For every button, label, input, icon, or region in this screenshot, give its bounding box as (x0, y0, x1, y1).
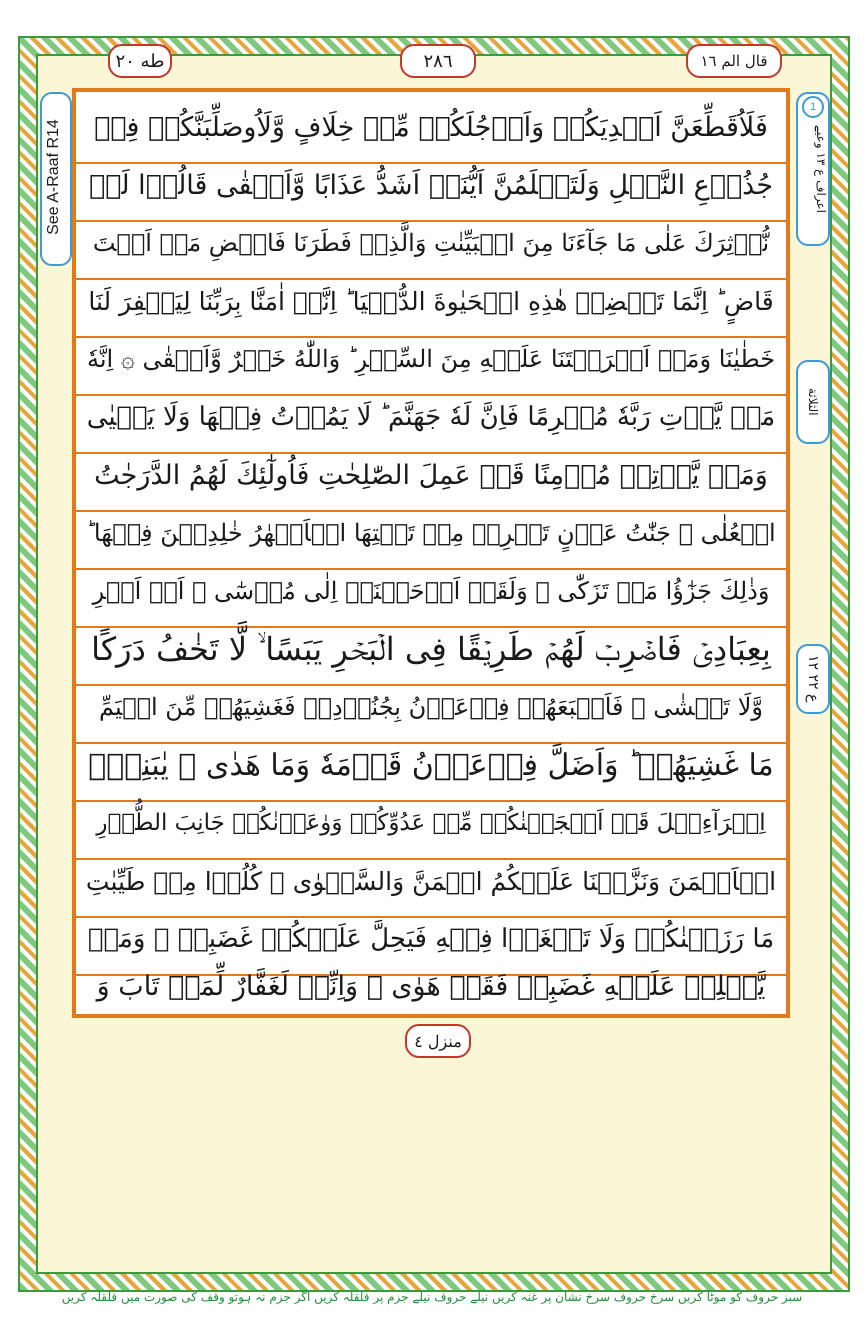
verse-line: خَطٰيٰنَا وَمَاۤ اَكۡرَهۡتَنَا عَلَيۡهِ مِنَ السِّحۡرِ ؕ وَاللّٰهُ خَيۡرٌ وَّاَبۡقٰى ۞ اِنَّهٗ (76, 324, 786, 396)
verse-line: قَاضٍ ؕ اِنَّمَا تَقۡضِىۡ هٰذِهِ الۡحَيٰوةَ الدُّنۡيَا ؕ اِنَّاۤ اٰمَنَّا بِرَبِّنَا لِيَغۡفِرَ لَنَا (76, 266, 786, 338)
verse-line: وَذٰلِكَ جَزٰٓؤُا مَنۡ تَزَكّٰى ۞ وَلَقَدۡ اَوۡحَيۡنَاۤ اِلٰى مُوۡسٰٓى ۙ اَنۡ اَسۡرِ (76, 556, 786, 628)
verse-line: جُذُوۡعِ النَّخۡلِ وَلَتَعۡلَمُنَّ اَيُّنَاۤ اَشَدُّ عَذَابًا وَّاَبۡقٰى قَالُوۡا لَنۡ (76, 150, 786, 222)
verse-line: مَنۡ يَّاۡتِ رَبَّهٗ مُجۡرِمًا فَاِنَّ لَهٗ جَهَنَّمَ ؕ لَا يَمُوۡتُ فِيۡهَا وَلَا يَحۡيٰى (76, 382, 786, 454)
verse-line: اِسۡرَآءِيۡلَ قَدۡ اَنۡجَيۡنٰكُمۡ مِّنۡ عَدُوِّكُمۡ وَوٰعَدۡنٰكُمۡ جَانِبَ الطُّوۡرِ (76, 788, 786, 860)
cross-reference-text: اعراف ع ١٣ وعیے (814, 125, 828, 213)
juz-label: قال الم ١٦ (686, 44, 782, 78)
ruku-number-right: 1 (802, 96, 824, 118)
verse-line: وَّلَا تَخۡشٰى ۞ فَاَتۡبَعَهُمۡ فِرۡعَوۡنُ بِجُنُوۡدِهٖ فَغَشِيَهُمۡ مِّنَ الۡيَمِّ (76, 672, 786, 744)
page-number: ٢٨٦ (400, 44, 476, 78)
verse-line: نُّؤۡثِرَكَ عَلٰى مَا جَآءَنَا مِنَ الۡبَيِّنٰتِ وَالَّذِىۡ فَطَرَنَا فَاقۡضِ مَاۤ اَنۡتَ (76, 208, 786, 280)
verse-line: بِعِبَادِىۡ فَاضۡرِبۡ لَهُمۡ طَرِيۡقًا فِى الۡبَحۡرِ يَبَسًا ۙ لَّا تَخٰفُ دَرَكًا (76, 614, 786, 686)
verse-line: الۡاَيۡمَنَ وَنَزَّلۡنَا عَلَيۡكُمُ الۡمَنَّ وَالسَّلۡوٰى ۞ كُلُوۡا مِنۡ طَيِّبٰتِ (76, 846, 786, 918)
verse-line: فَلَاُقَطِّعَنَّ اَيۡدِيَكُمۡ وَاَرۡجُلَكُمۡ مِّنۡ خِلَافٍ وَّلَاُوصَلِّبَنَّكُمۡ فِيۡ (76, 92, 786, 164)
surah-label: طه ٢٠ (108, 44, 172, 78)
ruku-marker: ع ٢٢ ١٢ (796, 644, 830, 714)
tajweed-note: سبز حروف کو موٹا کریں سرخ حروف سرخ نشان پر غنہ کریں نیلے حروف نیلے جزم پر قلقلہ کریں اگر جزم نہ ہوتو وقف کی صورت میں قلقلہ کریں (61, 1290, 803, 1304)
quran-page (72, 88, 790, 1018)
reference-text: See A-Raaf R14 (45, 119, 62, 235)
section-marker: الثلاثة (796, 360, 830, 444)
manzil-label: منزل ٤ (405, 1024, 471, 1058)
verse-line: مَا رَزَقۡنٰكُمۡ وَلَا تَطۡغَوۡا فِيۡهِ فَيَحِلَّ عَلَيۡكُمۡ غَضَبِىۡ ۚ وَمَنۡ (76, 904, 786, 976)
verse-line: الۡعُلٰى ۞ جَنّٰتُ عَدۡنٍ تَجۡرِىۡ مِنۡ تَحۡتِهَا الۡاَنۡهٰرُ خٰلِدِيۡنَ فِيۡهَا ؕ (76, 498, 786, 570)
verse-line: مَا غَشِيَهُمۡ ؕ وَاَضَلَّ فِرۡعَوۡنُ قَوۡمَهٗ وَمَا هَدٰى ۞ يٰبَنِىۡٓ (76, 730, 786, 802)
verse-line: وَمَنۡ يَّاۡتِهٖ مُؤۡمِنًا قَدۡ عَمِلَ الصّٰلِحٰتِ فَاُولٰٓئِكَ لَهُمُ الدَّرَجٰتُ (76, 440, 786, 512)
verse-line: يَّحۡلِلۡ عَلَيۡهِ غَضَبِىۡ فَقَدۡ هَوٰى ۞ وَاِنِّىۡ لَغَفَّارٌ لِّمَنۡ تَابَ وَ (96, 970, 766, 1002)
